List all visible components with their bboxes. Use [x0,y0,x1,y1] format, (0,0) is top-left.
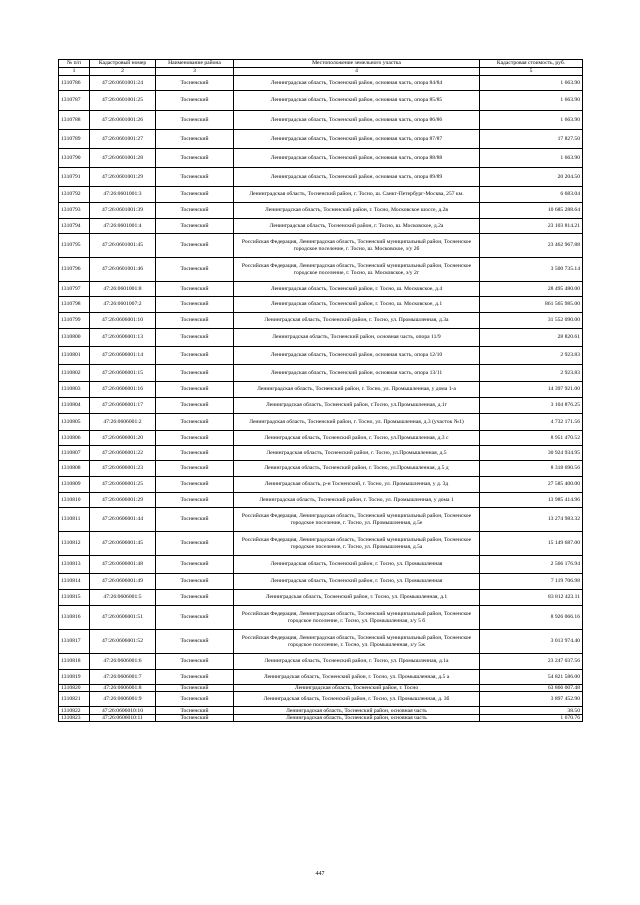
land-location: Ленинградская область, Тосненский район, г. Тосно, ул. Промышленная [234,556,480,574]
district-name: Тосненский [156,297,234,313]
land-location: Ленинградская область, Тосненский район, основная часть, опора 13/11 [234,365,480,382]
row-index: 1310819 [59,670,90,685]
cadastral-number: 47:26:0606001:45 [90,532,156,556]
row-index: 1310789 [59,130,90,149]
land-location: Ленинградская область, Тосненский район, основная часть, опора 12/10 [234,347,480,365]
table-row [59,532,583,556]
land-location: Ленинградская область, Тосненский район, г. Тосно, ул. Промышленная, д.5 а [234,670,480,685]
table-row [59,606,583,630]
land-location: Ленинградская область, Тосненский район, основная часть, опора 86/86 [234,111,480,130]
district-name: Тосненский [156,203,234,219]
cadastral-number: 47:26:0601001:29 [90,168,156,187]
column-number: 4 [234,68,480,76]
cadastral-value: 10 685 288.64 [480,203,583,219]
table-row [59,187,583,203]
table-header [59,60,583,76]
district-name: Тосненский [156,187,234,203]
land-location: Ленинградская область, Тосненский район, основная часть, опора 89/89 [234,168,480,187]
district-name: Тосненский [156,282,234,297]
land-location: Ленинградская область, р-н Тосненский, г. Тосно, ул. Промышленная, у д. 3д [234,477,480,493]
page-number: 447 [315,871,325,877]
header-row [59,60,583,68]
district-name: Тосненский [156,692,234,707]
cadastral-value: 6 683.04 [480,187,583,203]
cadastral-value: 17 827.50 [480,130,583,149]
table-row [59,398,583,414]
row-index: 1310816 [59,606,90,630]
land-location: Российская Федерация, Ленинградская область, Тосненский муниципальный район, Тосненское городское поселение, г. Тосно, ул. Промышленная, з/у 5 б [234,606,480,630]
cadastral-number: 47:26:0601007:2 [90,297,156,313]
cadastral-value: 1 663.90 [480,111,583,130]
district-name: Тосненский [156,347,234,365]
cadastral-value: 8 318 690.56 [480,461,583,477]
cadastral-value: 861 565 985.00 [480,297,583,313]
district-name: Тосненский [156,431,234,446]
district-name: Тосненский [156,630,234,654]
table-row [59,91,583,111]
cadastral-number: 47:26:0606001:2 [90,414,156,431]
land-location: Ленинградская область, Тосненский район, основная часть, опора 85/85 [234,91,480,111]
cadastral-number: 47:26:0606001:10 [90,313,156,329]
land-location: Ленинградская область, Тосненский район, г. Тосно, ул. Промышленная, д.3а [234,313,480,329]
table-row [59,654,583,670]
table-row [59,670,583,685]
cadastral-number: 47:26:0606010:11 [90,715,156,722]
row-index: 1310809 [59,477,90,493]
cadastral-number: 47:26:0601001:26 [90,111,156,130]
table-row [59,347,583,365]
district-name: Тосненский [156,382,234,398]
district-name: Тосненский [156,111,234,130]
cadastral-number: 47:26:0606001:22 [90,446,156,461]
cadastral-value: 3 013 974.40 [480,630,583,654]
row-index: 1310814 [59,574,90,590]
district-name: Тосненский [156,461,234,477]
district-name: Тосненский [156,258,234,282]
row-index: 1310818 [59,654,90,670]
table-row [59,685,583,692]
district-name: Тосненский [156,685,234,692]
district-name: Тосненский [156,313,234,329]
table-body [59,76,583,722]
cadastral-value: 8 951 470.52 [480,431,583,446]
row-index: 1310812 [59,532,90,556]
cadastral-number: 47:26:0601001:25 [90,91,156,111]
cadastral-value: 23 103 814.21 [480,219,583,234]
district-name: Тосненский [156,532,234,556]
row-index: 1310788 [59,111,90,130]
table-row [59,382,583,398]
cadastral-number: 47:26:0601001:24 [90,76,156,91]
row-index: 1310803 [59,382,90,398]
row-index: 1310808 [59,461,90,477]
column-header: Наименование района [156,60,234,68]
cadastral-value: 63 866 007.48 [480,685,583,692]
cadastral-number: 47:26:0601001:8 [90,282,156,297]
table-row [59,258,583,282]
cadastral-number: 47:26:0606010:10 [90,707,156,715]
land-location: Ленинградская область, Тосненский район, г. Тосно, Московское шоссе, д.2в [234,203,480,219]
table-row [59,692,583,707]
cadastral-number: 47:26:0606001:48 [90,556,156,574]
table-row [59,590,583,606]
table-row [59,234,583,258]
district-name: Тосненский [156,414,234,431]
land-location: Российская Федерация, Ленинградская область, Тосненский муниципальный район, Тосненское городское поселение, г. Тосно, ш. Московское, з/у 2б [234,234,480,258]
district-name: Тосненский [156,365,234,382]
row-index: 1310799 [59,313,90,329]
cadastral-number: 47:26:0601001:45 [90,234,156,258]
district-name: Тосненский [156,398,234,414]
cadastral-number: 47:26:0601001:39 [90,203,156,219]
land-location: Российская Федерация, Ленинградская область, Тосненский муниципальный район, Тосненское городское поселение, г. Тосно, ш. Московское, з/у 2г [234,258,480,282]
row-index: 1310823 [59,715,90,722]
land-location: Ленинградская область, Тосненский район, г. Тосно, ш. Московское, д.4 [234,282,480,297]
row-index: 1310804 [59,398,90,414]
land-location: Ленинградская область, Тосненский район, г. Тосно, ул. Промышленная, д. 3б [234,692,480,707]
land-location: Ленинградская область, Тосненский район, г. Тосно, ул. Промышленная, у дома 1-а [234,382,480,398]
land-location: Российская Федерация, Ленинградская область, Тосненский муниципальный район, Тосненское городское поселение, г. Тосно, ул. Промышленная, з/у 5ж [234,630,480,654]
column-number: 5 [480,68,583,76]
cadastral-number: 47:26:0606001:25 [90,477,156,493]
row-index: 1310801 [59,347,90,365]
cadastral-number: 47:26:0606001:17 [90,398,156,414]
cadastral-number: 47:26:0606001:44 [90,508,156,532]
cadastral-value: 2 923.83 [480,347,583,365]
district-name: Тосненский [156,149,234,168]
table-row [59,508,583,532]
table-row [59,446,583,461]
column-header: Кадастровая стоимость, руб. [480,60,583,68]
cadastral-number: 47:26:0606001:15 [90,365,156,382]
row-index: 1310787 [59,91,90,111]
land-location: Ленинградская область, Тосненский район, г. Тосно, ш. Московское, д.1 [234,297,480,313]
cadastral-value: 38.50 [480,707,583,715]
cadastral-value: 13 985 414.96 [480,493,583,508]
land-location: Российская Федерация, Ленинградская область, Тосненский муниципальный район, Тосненское городское поселение, г. Тосно, ул. Промышленная, д.5а [234,532,480,556]
column-number: 1 [59,68,90,76]
row-index: 1310800 [59,329,90,347]
district-name: Тосненский [156,508,234,532]
cadastral-number: 47:26:0606001:5 [90,590,156,606]
land-location: Ленинградская область, Тосненский район, основная часть, опора 87/87 [234,130,480,149]
cadastral-number: 47:26:0601001:4 [90,219,156,234]
district-name: Тосненский [156,329,234,347]
district-name: Тосненский [156,446,234,461]
row-index: 1310817 [59,630,90,654]
cadastral-value: 4 732 171.56 [480,414,583,431]
district-name: Тосненский [156,76,234,91]
district-name: Тосненский [156,606,234,630]
row-index: 1310792 [59,187,90,203]
table-row [59,493,583,508]
district-name: Тосненский [156,654,234,670]
header-number-row [59,68,583,76]
column-number: 2 [90,68,156,76]
table-row [59,130,583,149]
cadastral-number: 47:26:0606001:20 [90,431,156,446]
table-row [59,329,583,347]
cadastral-number: 47:26:0606001:9 [90,692,156,707]
row-index: 1310797 [59,282,90,297]
row-index: 1310811 [59,508,90,532]
cadastral-value: 2 923.83 [480,365,583,382]
table-row [59,461,583,477]
district-name: Тосненский [156,219,234,234]
district-name: Тосненский [156,670,234,685]
land-location: Ленинградская область, Тосненский район, г.Тосно, ул.Промышленная, д.1г [234,398,480,414]
row-index: 1310802 [59,365,90,382]
cadastral-number: 47:26:0601001:27 [90,130,156,149]
cadastral-number: 47:26:0606001:52 [90,630,156,654]
cadastral-value: 83 812 423.11 [480,590,583,606]
cadastral-value-table [58,59,583,722]
row-index: 1310807 [59,446,90,461]
table-row [59,556,583,574]
column-header: № п/п [59,60,90,68]
district-name: Тосненский [156,715,234,722]
land-location: Ленинградская область, Тосненский район, г. Тосно, ш. Санкт-Петербург-Москва, 257 км. [234,187,480,203]
table-row [59,111,583,130]
cadastral-number: 47:26:0606001:23 [90,461,156,477]
cadastral-value: 2 566 176.94 [480,556,583,574]
row-index: 1310790 [59,149,90,168]
row-index: 1310795 [59,234,90,258]
cadastral-value: 13 274 983.32 [480,508,583,532]
land-location: Ленинградская область, Тосненский район, основная часть, опора 88/88 [234,149,480,168]
cadastral-value: 28 820.61 [480,329,583,347]
cadastral-value: 1 663.90 [480,149,583,168]
district-name: Тосненский [156,590,234,606]
table-row [59,630,583,654]
cadastral-number: 47:26:0601001:46 [90,258,156,282]
table-row [59,149,583,168]
cadastral-number: 47:26:0606001:14 [90,347,156,365]
table-row [59,477,583,493]
row-index: 1310815 [59,590,90,606]
table-row [59,76,583,91]
table-row [59,715,583,722]
table-row [59,365,583,382]
row-index: 1310810 [59,493,90,508]
land-location: Ленинградская область, Тосненский район, г. Тосно, ул.Промышленная, д.5 д [234,461,480,477]
land-location: Ленинградская область, Тосненский район, г. Тосно, ул. Промышленная, д.1а [234,654,480,670]
row-index: 1310793 [59,203,90,219]
cadastral-value: 7 119 706.98 [480,574,583,590]
column-header: Кадастровый номер [90,60,156,68]
table-row [59,203,583,219]
land-location: Ленинградская область, Тосненский район, г. Тосно, ул.Промышленная, д.5 [234,446,480,461]
table-row [59,414,583,431]
district-name: Тосненский [156,91,234,111]
row-index: 1310822 [59,707,90,715]
cadastral-number: 47:26:0606001:49 [90,574,156,590]
column-number: 3 [156,68,234,76]
table-row [59,707,583,715]
cadastral-value: 30 924 934.95 [480,446,583,461]
cadastral-number: 47:26:0606001:7 [90,670,156,685]
cadastral-value: 3 897 452.90 [480,692,583,707]
district-name: Тосненский [156,493,234,508]
row-index: 1310798 [59,297,90,313]
cadastral-value: 54 821 586.00 [480,670,583,685]
cadastral-number: 47:26:0601001:28 [90,149,156,168]
land-location: Ленинградская область, Тосненский район, г. Тосно, ул.Промышленная, д.3 с [234,431,480,446]
cadastral-value: 28 495 480.00 [480,282,583,297]
land-location: Ленинградская область, Тосненский район, г. Тосно [234,685,480,692]
row-index: 1310794 [59,219,90,234]
table-row [59,297,583,313]
table-row [59,219,583,234]
column-header: Местоположение земельного участка [234,60,480,68]
cadastral-number: 47:26:0606001:29 [90,493,156,508]
cadastral-number: 47:26:0606001:51 [90,606,156,630]
cadastral-value: 3 500 735.14 [480,258,583,282]
district-name: Тосненский [156,130,234,149]
cadastral-value: 31 552 090.00 [480,313,583,329]
district-name: Тосненский [156,168,234,187]
row-index: 1310821 [59,692,90,707]
land-location: Ленинградская область, Тосненский район, г. Тосно, ш. Московское, д.2а [234,219,480,234]
land-location: Ленинградская область, Тосненский район, основная часть, опора 84/84 [234,76,480,91]
table-row [59,282,583,297]
district-name: Тосненский [156,556,234,574]
cadastral-number: 47:26:0606001:6 [90,654,156,670]
cadastral-value: 15 149 687.00 [480,532,583,556]
table-row [59,313,583,329]
row-index: 1310806 [59,431,90,446]
district-name: Тосненский [156,234,234,258]
row-index: 1310820 [59,685,90,692]
land-location: Ленинградская область, Тосненский район, г. Тосно, ул. Промышленная [234,574,480,590]
table-row [59,574,583,590]
cadastral-value: 14 397 921.00 [480,382,583,398]
cadastral-value: 3 104 876.25 [480,398,583,414]
table-row [59,431,583,446]
land-location: Ленинградская область, Тосненский район, г. Тосно, ул. Промышленная, д.3 (участок №1) [234,414,480,431]
cadastral-number: 47:26:0606001:16 [90,382,156,398]
district-name: Тосненский [156,477,234,493]
cadastral-value: 1 663.90 [480,91,583,111]
cadastral-value: 1 670.76 [480,715,583,722]
cadastral-number: 47:26:0606001:8 [90,685,156,692]
row-index: 1310786 [59,76,90,91]
district-name: Тосненский [156,574,234,590]
row-index: 1310796 [59,258,90,282]
cadastral-number: 47:26:0606001:13 [90,329,156,347]
land-location: Ленинградская область, Тосненский район, г. Тосно, ул. Промышленная, у дома 1 [234,493,480,508]
cadastral-value: 8 926 066.16 [480,606,583,630]
land-location: Ленинградская область, Тосненский район, г. Тосно, ул. Промышленная, д.1 [234,590,480,606]
cadastral-value: 1 663.90 [480,76,583,91]
cadastral-value: 20 204.50 [480,168,583,187]
land-location: Ленинградская область, Тосненский район, основная часть [234,715,480,722]
row-index: 1310813 [59,556,90,574]
cadastral-value: 23 462 967.88 [480,234,583,258]
cadastral-value: 23 247 037.56 [480,654,583,670]
cadastral-value: 27 585 400.00 [480,477,583,493]
cadastral-number: 47:26:0601001:3 [90,187,156,203]
district-name: Тосненский [156,707,234,715]
land-location: Ленинградская область, Тосненский район, основная часть, опора 11/9 [234,329,480,347]
row-index: 1310791 [59,168,90,187]
land-location: Ленинградская область, Тосненский район, основная часть [234,707,480,715]
land-location: Российская Федерация, Ленинградская область, Тосненский муниципальный район, Тосненское городское поселение, г. Тосно, ул. Промышленная, д.5е [234,508,480,532]
table-row [59,168,583,187]
row-index: 1310805 [59,414,90,431]
